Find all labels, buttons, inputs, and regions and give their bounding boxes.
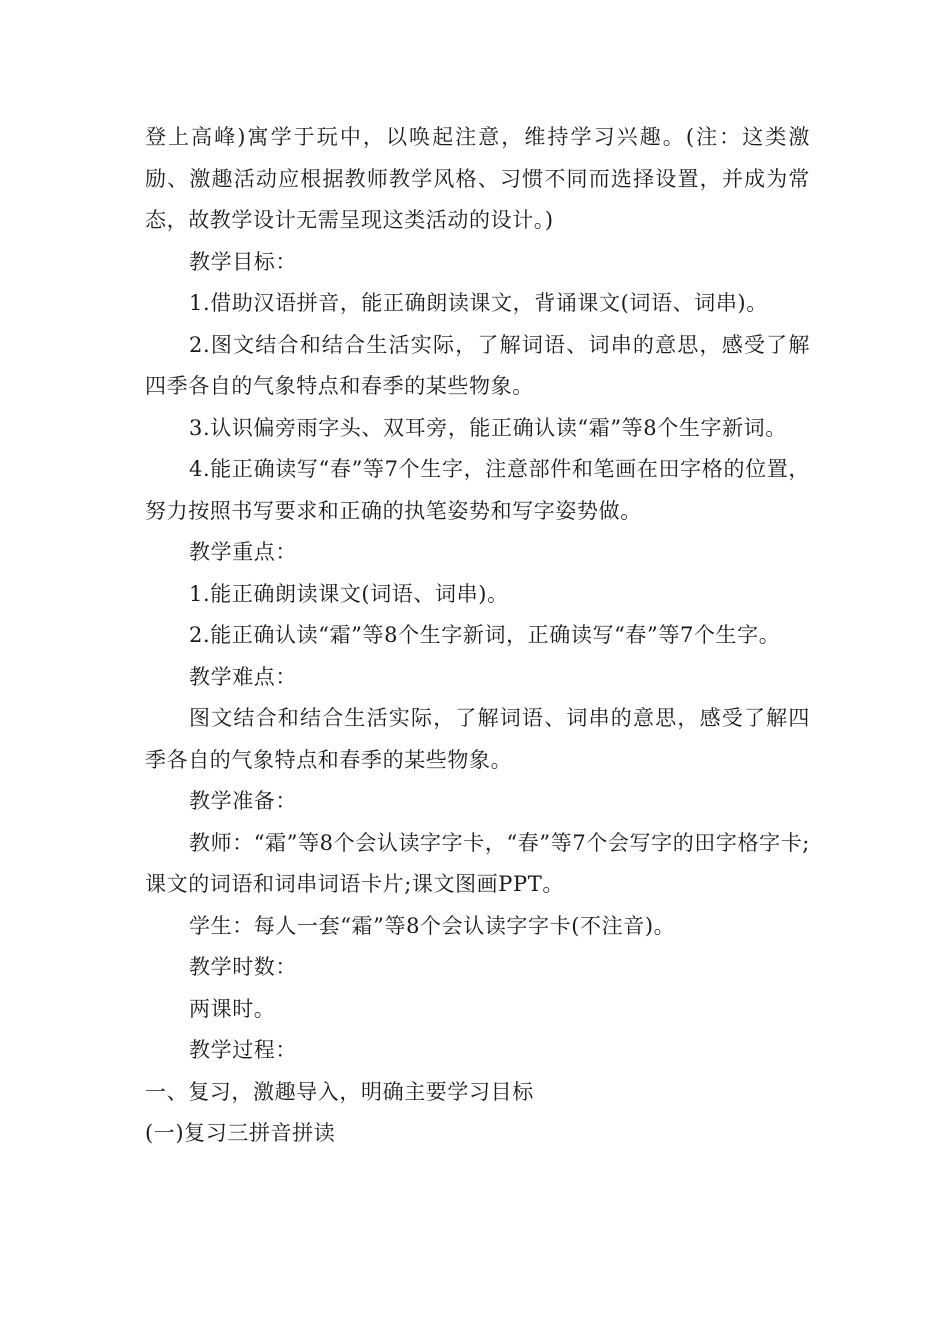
difficulty-text: 图文结合和结合生活实际，了解词语、词串的意思，感受了解四季各自的气象特点和春季的某些物象。 [145, 706, 810, 772]
goal-item-4: 4.能正确读写“春”等7个生字，注意部件和笔画在田字格的位置，努力按照书写要求和正确的执笔姿势和写字姿势做。 [145, 457, 810, 523]
heading-teaching-difficulty: 教学难点： [189, 664, 297, 689]
heading-teaching-process: 教学过程： [189, 1038, 297, 1062]
focus-item-2: 2.能正确认读“霜”等8个生字新词，正确读写“春”等7个生字。 [189, 623, 781, 647]
paragraph-continuation: 登上高峰)寓学于玩中，以唤起注意，维持学习兴趣。(注：这类激励、激趣活动应根据教师教学风格、习惯不同而选择设置，并成为常态，故教学设计无需呈现这类活动的设计。) [145, 125, 810, 232]
goal-item-1: 1.借助汉语拼音，能正确朗读课文，背诵课文(词语、词串)。 [189, 291, 768, 315]
focus-item-1: 1.能正确朗读课文(词语、词串)。 [189, 581, 509, 606]
section-heading-1: 一、复习，激趣导入，明确主要学习目标 [145, 1079, 534, 1104]
preparation-teacher: 教师：“霜”等8个会认读字字卡，“春”等7个会写字的田字格字卡;课文的词语和词串词语卡片;课文图画PPT。 [145, 830, 810, 896]
goal-item-3: 3.认识偏旁雨字头、双耳旁，能正确认读“霜”等8个生字新词。 [189, 415, 787, 440]
heading-teaching-focus: 教学重点： [189, 540, 297, 564]
heading-teaching-goals: 教学目标： [189, 249, 297, 274]
heading-teaching-preparation: 教学准备： [189, 789, 297, 813]
goal-item-2: 2.图文结合和结合生活实际，了解词语、词串的意思，感受了解四季各自的气象特点和春季的某些物象。 [145, 332, 810, 398]
heading-teaching-hours: 教学时数： [189, 955, 297, 979]
subsection-heading-1: (一)复习三拼音拼读 [145, 1121, 336, 1145]
document-body [145, 117, 810, 1155]
teaching-hours-value: 两课时。 [189, 996, 276, 1021]
preparation-student: 学生：每人一套“霜”等8个会认读字字卡(不注音)。 [189, 913, 676, 938]
